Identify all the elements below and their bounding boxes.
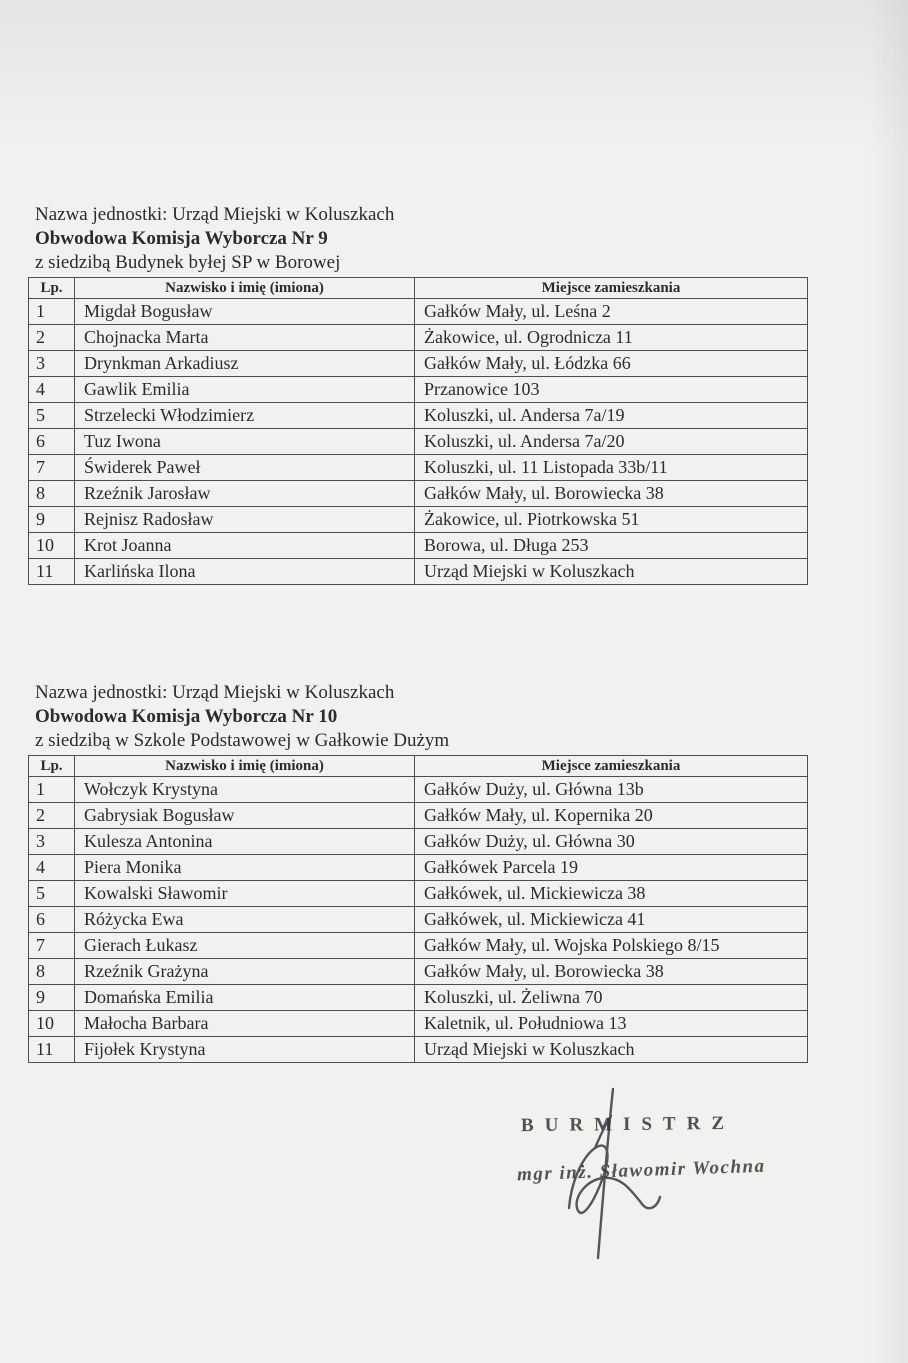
- row-number-cell: 7: [29, 933, 75, 959]
- table-row: [29, 1037, 808, 1063]
- table-row: [29, 1011, 808, 1037]
- row-number-cell: 8: [29, 959, 75, 985]
- table-row: [29, 985, 808, 1011]
- commission-section-10: [28, 681, 813, 1063]
- table-row: [29, 907, 808, 933]
- commission-title: Obwodowa Komisja Wyborcza Nr 9: [35, 228, 328, 249]
- member-name-cell: Wołczyk Krystyna: [75, 777, 415, 803]
- table-row: [29, 377, 808, 403]
- residence-cell: Koluszki, ul. Andersa 7a/20: [415, 429, 808, 455]
- table-row: [29, 507, 808, 533]
- table-row: [29, 481, 808, 507]
- commission-members-table: [28, 755, 808, 1063]
- residence-cell: Gałkówek, ul. Mickiewicza 38: [415, 881, 808, 907]
- member-name-cell: Tuz Iwona: [75, 429, 415, 455]
- member-name-cell: Gabrysiak Bogusław: [75, 803, 415, 829]
- residence-cell: Koluszki, ul. Żeliwna 70: [415, 985, 808, 1011]
- mayor-stamp-title: BURMISTRZ: [520, 1112, 736, 1137]
- column-header-lp: Lp.: [29, 756, 75, 777]
- table-row: [29, 351, 808, 377]
- row-number-cell: 10: [29, 533, 75, 559]
- residence-cell: Gałków Mały, ul. Borowiecka 38: [415, 959, 808, 985]
- residence-cell: Przanowice 103: [415, 377, 808, 403]
- commission-section-9: [28, 203, 813, 585]
- residence-cell: Gałkówek Parcela 19: [415, 855, 808, 881]
- row-number-cell: 11: [29, 559, 75, 585]
- row-number-cell: 9: [29, 985, 75, 1011]
- table-row: [29, 299, 808, 325]
- table-row: [29, 959, 808, 985]
- table-row: [29, 533, 808, 559]
- table-row: [29, 803, 808, 829]
- scan-shadow-right: [868, 0, 908, 1363]
- member-name-cell: Krot Joanna: [75, 533, 415, 559]
- handwritten-signature: [543, 1086, 678, 1264]
- member-name-cell: Rzeźnik Grażyna: [75, 959, 415, 985]
- row-number-cell: 1: [29, 777, 75, 803]
- table-row: [29, 855, 808, 881]
- member-name-cell: Strzelecki Włodzimierz: [75, 403, 415, 429]
- residence-cell: Gałków Duży, ul. Główna 30: [415, 829, 808, 855]
- table-row: [29, 429, 808, 455]
- member-name-cell: Chojnacka Marta: [75, 325, 415, 351]
- table-header-row: [29, 756, 808, 777]
- table-row: [29, 777, 808, 803]
- row-number-cell: 6: [29, 907, 75, 933]
- table-header-row: [29, 278, 808, 299]
- column-header-name: Nazwisko i imię (imiona): [75, 756, 415, 777]
- member-name-cell: Fijołek Krystyna: [75, 1037, 415, 1063]
- unit-name-line: Nazwa jednostki: Urząd Miejski w Koluszkach: [35, 204, 395, 225]
- residence-cell: Gałków Mały, ul. Kopernika 20: [415, 803, 808, 829]
- member-name-cell: Świderek Paweł: [75, 455, 415, 481]
- row-number-cell: 6: [29, 429, 75, 455]
- row-number-cell: 4: [29, 377, 75, 403]
- member-name-cell: Małocha Barbara: [75, 1011, 415, 1037]
- row-number-cell: 7: [29, 455, 75, 481]
- member-name-cell: Rejnisz Radosław: [75, 507, 415, 533]
- table-row: [29, 933, 808, 959]
- table-row: [29, 325, 808, 351]
- member-name-cell: Migdał Bogusław: [75, 299, 415, 325]
- row-number-cell: 10: [29, 1011, 75, 1037]
- residence-cell: Urząd Miejski w Koluszkach: [415, 1037, 808, 1063]
- commission-members-table: [28, 277, 808, 585]
- column-header-residence: Miejsce zamieszkania: [415, 278, 808, 299]
- commission-seat-line: z siedzibą Budynek byłej SP w Borowej: [35, 252, 341, 273]
- table-row: [29, 559, 808, 585]
- commission-title: Obwodowa Komisja Wyborcza Nr 10: [35, 706, 338, 727]
- row-number-cell: 9: [29, 507, 75, 533]
- residence-cell: Kaletnik, ul. Południowa 13: [415, 1011, 808, 1037]
- residence-cell: Gałków Mały, ul. Borowiecka 38: [415, 481, 808, 507]
- residence-cell: Koluszki, ul. Andersa 7a/19: [415, 403, 808, 429]
- row-number-cell: 2: [29, 325, 75, 351]
- member-name-cell: Drynkman Arkadiusz: [75, 351, 415, 377]
- member-name-cell: Kowalski Sławomir: [75, 881, 415, 907]
- member-name-cell: Piera Monika: [75, 855, 415, 881]
- column-header-name: Nazwisko i imię (imiona): [75, 278, 415, 299]
- member-name-cell: Domańska Emilia: [75, 985, 415, 1011]
- row-number-cell: 8: [29, 481, 75, 507]
- row-number-cell: 3: [29, 351, 75, 377]
- table-row: [29, 829, 808, 855]
- row-number-cell: 11: [29, 1037, 75, 1063]
- row-number-cell: 5: [29, 881, 75, 907]
- table-row: [29, 403, 808, 429]
- member-name-cell: Rzeźnik Jarosław: [75, 481, 415, 507]
- row-number-cell: 2: [29, 803, 75, 829]
- unit-name-line: Nazwa jednostki: Urząd Miejski w Koluszkach: [35, 682, 395, 703]
- mayor-stamp-name: mgr inż. Sławomir Wochna: [516, 1155, 766, 1186]
- residence-cell: Borowa, ul. Długa 253: [415, 533, 808, 559]
- row-number-cell: 1: [29, 299, 75, 325]
- member-name-cell: Różycka Ewa: [75, 907, 415, 933]
- table-row: [29, 455, 808, 481]
- residence-cell: Koluszki, ul. 11 Listopada 33b/11: [415, 455, 808, 481]
- residence-cell: Gałków Mały, ul. Wojska Polskiego 8/15: [415, 933, 808, 959]
- row-number-cell: 5: [29, 403, 75, 429]
- row-number-cell: 3: [29, 829, 75, 855]
- member-name-cell: Gawlik Emilia: [75, 377, 415, 403]
- residence-cell: Gałkówek, ul. Mickiewicza 41: [415, 907, 808, 933]
- residence-cell: Urząd Miejski w Koluszkach: [415, 559, 808, 585]
- residence-cell: Żakowice, ul. Ogrodnicza 11: [415, 325, 808, 351]
- residence-cell: Gałków Mały, ul. Łódzka 66: [415, 351, 808, 377]
- table-row: [29, 881, 808, 907]
- commission-seat-line: z siedzibą w Szkole Podstawowej w Gałkowie Dużym: [35, 730, 450, 751]
- residence-cell: Żakowice, ul. Piotrkowska 51: [415, 507, 808, 533]
- member-name-cell: Gierach Łukasz: [75, 933, 415, 959]
- residence-cell: Gałków Mały, ul. Leśna 2: [415, 299, 808, 325]
- member-name-cell: Kulesza Antonina: [75, 829, 415, 855]
- column-header-lp: Lp.: [29, 278, 75, 299]
- scan-shadow-top: [0, 0, 908, 150]
- column-header-residence: Miejsce zamieszkania: [415, 756, 808, 777]
- member-name-cell: Karlińska Ilona: [75, 559, 415, 585]
- residence-cell: Gałków Duży, ul. Główna 13b: [415, 777, 808, 803]
- row-number-cell: 4: [29, 855, 75, 881]
